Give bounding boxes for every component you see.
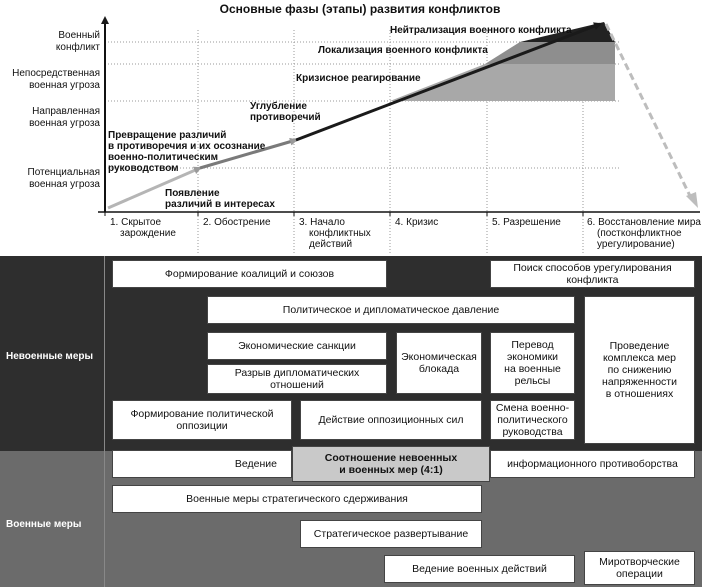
box-info-left: Ведение xyxy=(112,450,292,478)
y-label-immediate: Непосредственная военная угроза xyxy=(12,68,100,91)
box-info-right: информационного противоборства xyxy=(490,450,695,478)
box-tension-reduction: Проведение комплекса мер по снижению напряженности в отношениях xyxy=(584,296,695,444)
box-deployment: Стратегическое развертывание xyxy=(300,520,482,548)
phase-label-4: 4. Кризис xyxy=(395,217,439,228)
phase-label-5: 5. Разрешение xyxy=(492,217,561,228)
box-diplomatic-break: Разрыв дипломатических отношений xyxy=(207,364,387,394)
stage-label-neutralization: Нейтрализация военного конфликта xyxy=(390,25,572,36)
box-political-pressure: Политическое и дипломатическое давление xyxy=(207,296,575,324)
box-blockade: Экономическая блокада xyxy=(396,332,482,394)
box-opposition-forming: Формирование политической оппозиции xyxy=(112,400,292,440)
stage-label-transformation: Превращение различий в противоречия и их осознание военно-политическим руководством xyxy=(108,130,266,174)
box-coalitions: Формирование коалиций и союзов xyxy=(112,260,387,288)
y-label-potential: Потенциальная военная угроза xyxy=(27,167,100,190)
crisis-response-area xyxy=(390,64,615,101)
phase-label-3: 3. Начало конфликтных действий xyxy=(299,217,371,250)
box-peacekeeping: Миротворческие операции xyxy=(584,551,695,585)
box-sanctions: Экономические санкции xyxy=(207,332,387,360)
box-war-economy: Перевод экономики на военные рельсы xyxy=(490,332,575,394)
box-ratio: Соотношение невоенных и военных мер (4:1) xyxy=(292,446,490,482)
y-label-conflict: Военный конфликт xyxy=(55,30,100,53)
box-leadership-change: Смена военно- политического руководства xyxy=(490,400,575,440)
diagram-title: Основные фазы (этапы) развития конфликтов xyxy=(219,2,501,16)
military-band-label: Военные меры xyxy=(6,519,82,530)
stage-label-localization: Локализация военного конфликта xyxy=(318,45,488,56)
stage-label-appearance: Появление различий в интересах xyxy=(165,188,275,210)
phase-label-1: 1. Скрытое зарождение xyxy=(110,217,176,239)
trend-line-decline xyxy=(606,24,692,200)
box-settlement: Поиск способов урегулирования конфликта xyxy=(490,260,695,288)
box-opposition-action: Действие оппозиционных сил xyxy=(300,400,482,440)
stage-label-deepening: Углубление противоречий xyxy=(250,101,321,123)
phase-label-6: 6. Восстановление мира (постконфликтное урегулирование) xyxy=(587,217,701,250)
box-deterrence: Военные меры стратегического сдерживания xyxy=(112,485,482,513)
box-warfare: Ведение военных действий xyxy=(384,555,575,583)
y-label-directed: Направленная военная угроза xyxy=(29,106,100,129)
phase-label-2: 2. Обострение xyxy=(203,217,271,228)
nonmilitary-band-label: Невоенные меры xyxy=(6,351,94,362)
stage-label-crisis-response: Кризисное реагирование xyxy=(296,73,421,84)
band-divider xyxy=(104,256,105,587)
